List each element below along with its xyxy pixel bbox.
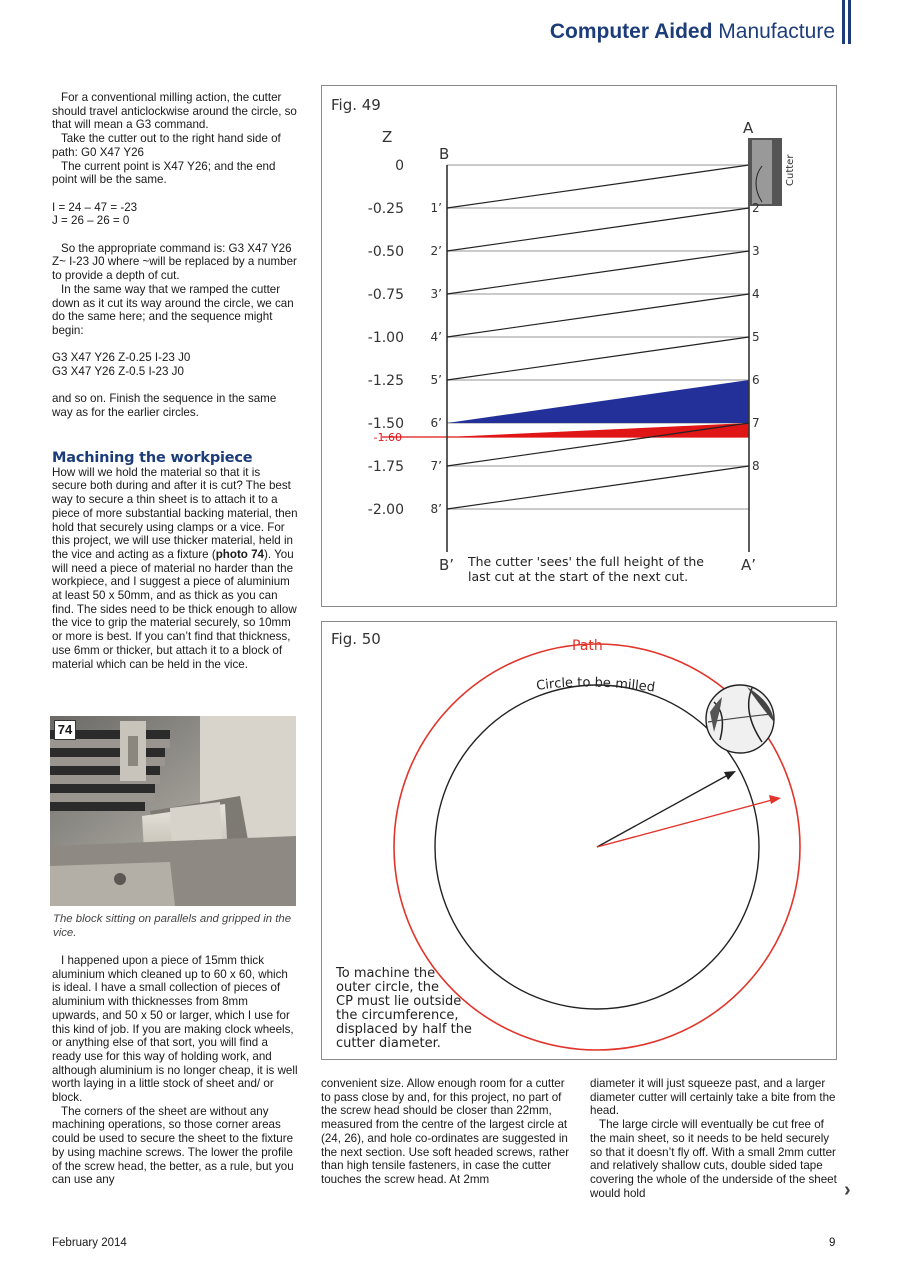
b-prime-label: B’ [439, 556, 455, 574]
paragraph: I happened upon a piece of 15mm thick aluminium which cleaned up to 60 x 60, which is ideal. I have a small collection of pieces of aluminium with thicknesses from 8mm upwards, and 50 x 50 or larger, which I use for this kind of job. If you are making clock wheels, or anything else of that sort, you will find a ready use for this way of holding work, and although aluminium is no longer cheap, it is well worth laying in a little stock of sheet and/ or block. [52, 954, 298, 1105]
right-point-label: 4 [752, 287, 760, 301]
header-title-bold: Computer Aided [549, 20, 713, 43]
a-label: A [743, 119, 754, 137]
photo-74 [50, 716, 296, 906]
header-title-rest: Manufacture [718, 20, 835, 43]
page-number: 9 [829, 1237, 836, 1249]
z-axis-label: Z [382, 128, 393, 146]
right-point-label: 6 [752, 373, 760, 387]
depth-label: -0.75 [367, 287, 404, 303]
paragraph: So the appropriate command is: G3 X47 Y26 Z~ I-23 J0 where ~will be replaced by a number to provide a depth of cut. [52, 241, 297, 283]
depth-label: -1.00 [367, 330, 404, 346]
left-point-label: 7’ [430, 459, 442, 473]
middle-column [321, 1077, 571, 1187]
path-label: Path [572, 638, 603, 654]
figure-note: the circumference, [336, 1008, 459, 1023]
equation-i: I = 24 – 47 = -23 [52, 200, 138, 214]
right-point-label: 3 [752, 244, 760, 258]
paragraph: For a conventional milling action, the cutter should travel anticlockwise around the circle, so that will mean a G3 command. [52, 91, 297, 132]
code-line: G3 X47 Y26 Z-0.25 I-23 J0 [52, 351, 191, 365]
left-point-label: 2’ [430, 244, 442, 258]
left-point-label: 5’ [430, 373, 442, 387]
section-heading: Machining the workpiece [52, 450, 253, 466]
cutter-label: Cutter [785, 154, 796, 186]
paragraph: Take the cutter out to the right hand side of path: G0 X47 Y26 [52, 132, 281, 159]
right-point-label: 7 [752, 416, 760, 430]
a-prime-label: A’ [741, 556, 757, 574]
circle-label [535, 675, 656, 695]
left-point-label: 4’ [430, 330, 442, 344]
left-point-label: 6’ [430, 416, 442, 430]
photo-illustration [50, 716, 296, 906]
figure-note: displaced by half the [336, 1022, 472, 1037]
figure-50-diagram [322, 622, 836, 1059]
depth-label: -0.25 [367, 201, 404, 217]
figure-note: cutter diameter. [336, 1036, 441, 1051]
paragraph: convenient size. Allow enough room for a cutter to pass close by and, for this project, no part of the screw head should be closer than 22mm, measured from the centre of the largest circle at (24, 26), and hole co-ordinates are suggested in the next section. Use soft headed screws, rather than high tensile fasteners, in case the cutter touches the screw head. At 2mm [321, 1077, 570, 1186]
paragraph: The corners of the sheet are without any machining operations, so those corner areas could be used to secure the sheet to the fixture by using machine screws. The lower the profile of the screw head, the better, as a rule, but you can use any [52, 1104, 294, 1187]
figure-note: outer circle, the [336, 980, 439, 995]
paragraph: and so on. Finish the sequence in the same way as for the earlier circles. [52, 392, 277, 420]
paragraph [52, 466, 298, 672]
running-header [550, 20, 835, 44]
figure-title: Fig. 50 [331, 630, 381, 648]
paragraph: The large circle will eventually be cut free of the main sheet, so it needs to be held securely so that it doesn’t fly off. With a small 2mm cutter and relatively shallow cuts, double sided tape covering the whole of the underside of the sheet would hold [590, 1118, 837, 1200]
left-point-label: 3’ [430, 287, 442, 301]
paragraph: diameter it will just squeeze past, and a larger diameter cutter will certainly take a bite from the head. [590, 1077, 836, 1118]
depth-label: -1.50 [367, 416, 404, 432]
left-point-label: 8’ [430, 502, 442, 516]
left-column-section [52, 452, 298, 671]
depth-label: -0.50 [367, 244, 404, 260]
depth-label: -1.25 [367, 373, 404, 389]
b-label: B [439, 145, 450, 163]
header-bar [842, 0, 845, 44]
figure-50 [321, 621, 837, 1060]
left-column-bottom [52, 954, 298, 1187]
right-column [590, 1077, 840, 1200]
footer-date: February 2014 [52, 1237, 127, 1249]
figure-note: last cut at the start of the next cut. [468, 569, 689, 584]
right-point-label: 2 [752, 201, 760, 215]
figure-note: The cutter 'sees' the full height of the [468, 554, 704, 569]
figure-note: To machine the [336, 966, 436, 981]
circle-label-text: Circle to be milled [535, 675, 656, 696]
paragraph: The current point is X47 Y26; and the end point will be the same. [52, 159, 276, 187]
left-point-label: 1’ [430, 201, 442, 215]
code-line: G3 X47 Y26 Z-0.5 I-23 J0 [52, 365, 184, 379]
equation-j: J = 26 – 26 = 0 [52, 214, 130, 228]
figure-49-diagram [322, 86, 836, 606]
text-run: How will we hold the material so that it is secure both during and after it is cut? The best way to secure a thin sheet is to attach it to a piece of more substantial backing material, then hold that securely using clamps or a vice. For this project, we will use thicker material, held in the vice and acting as a fixture ( [52, 465, 298, 561]
depth-label: -1.75 [367, 459, 404, 475]
depth-label: 0 [395, 158, 404, 174]
blue-area [447, 380, 749, 423]
text-run: ). You will need a piece of material no harder than the workpiece, and I suggest a piece of aluminium at least 50 x 50mm, and as thick as you can find. The sides need to be thick enough to allow the vice to grip the material securely, so 10mm or more is best. If you can’t find that thickness, use 6mm or thicker, but attach it to a block of material which can be held in the vice. [52, 547, 297, 671]
red-depth-label: -1.60 [373, 431, 402, 444]
figure-49 [321, 85, 837, 607]
left-column-top [52, 91, 298, 420]
header-bar [848, 0, 851, 44]
right-point-label: 8 [752, 459, 760, 473]
depth-label: -2.00 [367, 502, 404, 518]
photo-caption: The block sitting on parallels and gripped in the vice. [53, 913, 292, 939]
next-page-arrow-icon[interactable]: › [844, 1179, 851, 1201]
photo-reference: photo 74 [215, 547, 265, 561]
right-point-label: 5 [752, 330, 760, 344]
photo-number: 74 [54, 720, 76, 740]
figure-title: Fig. 49 [331, 96, 381, 114]
figure-note: CP must lie outside [336, 994, 462, 1009]
paragraph: In the same way that we ramped the cutter down as it cut its way around the circle, we can do the same here; and the sequence might begin: [52, 282, 294, 337]
